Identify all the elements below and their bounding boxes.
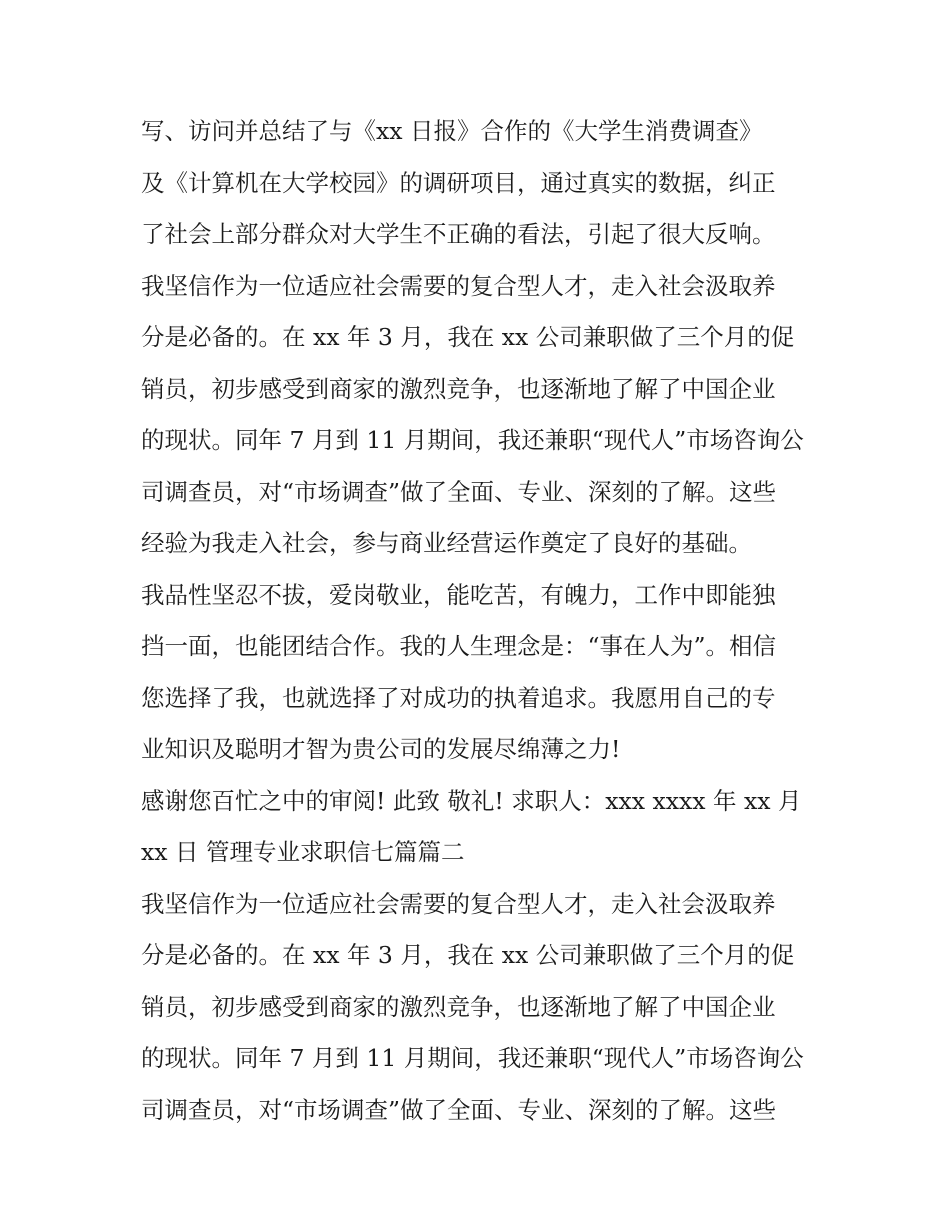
text-line: 分是必备的。在 xx 年 3 月，我在 xx 公司兼职做了三个月的促 bbox=[141, 941, 795, 969]
text-line: 我坚信作为一位适应社会需要的复合型人才，走入社会汲取养 bbox=[141, 889, 776, 918]
text-line: 销员，初步感受到商家的激烈竞争，也逐渐地了解了中国企业 bbox=[141, 374, 776, 403]
text-line: 司调查员，对“市场调查”做了全面、专业、深刻的了解。这些 bbox=[141, 1095, 777, 1124]
text-line: 销员，初步感受到商家的激烈竞争，也逐渐地了解了中国企业 bbox=[141, 992, 776, 1021]
text-line: 您选择了我，也就选择了对成功的执着追求。我愿用自己的专 bbox=[141, 683, 776, 712]
text-line: 了社会上部分群众对大学生不正确的看法，引起了很大反响。 bbox=[141, 220, 776, 248]
text-line: 分是必备的。在 xx 年 3 月，我在 xx 公司兼职做了三个月的促 bbox=[141, 323, 795, 351]
text-line: 经验为我走入社会，参与商业经营运作奠定了良好的基础。 bbox=[141, 529, 752, 557]
text-line: 我品性坚忍不拔，爱岗敬业，能吃苦，有魄力，工作中即能独 bbox=[141, 580, 776, 609]
text-line: 的现状。同年 7 月到 11 月期间，我还兼职“现代人”市场咨询公 bbox=[141, 1044, 804, 1072]
text-line: 的现状。同年 7 月到 11 月期间，我还兼职“现代人”市场咨询公 bbox=[141, 426, 804, 454]
text-line: 及《计算机在大学校园》的调研项目，通过真实的数据，纠正 bbox=[141, 168, 776, 197]
text-line: xx 日 管理专业求职信七篇篇二 bbox=[141, 838, 465, 866]
text-line: 写、访问并总结了与《xx 日报》合作的《大学生消费调查》 bbox=[141, 117, 763, 145]
text-line: 挡一面，也能团结合作。我的人生理念是：“事在人为”。相信 bbox=[141, 632, 777, 660]
text-line: 业知识及聪明才智为贵公司的发展尽绵薄之力! bbox=[141, 735, 621, 763]
text-line: 司调查员，对“市场调查”做了全面、专业、深刻的了解。这些 bbox=[141, 477, 777, 506]
body-text bbox=[141, 106, 821, 1136]
text-line: 我坚信作为一位适应社会需要的复合型人才，走入社会汲取养 bbox=[141, 271, 776, 300]
text-line: 感谢您百忙之中的审阅! 此致 敬礼! 求职人：xxx xxxx 年 xx 月 bbox=[141, 786, 802, 815]
